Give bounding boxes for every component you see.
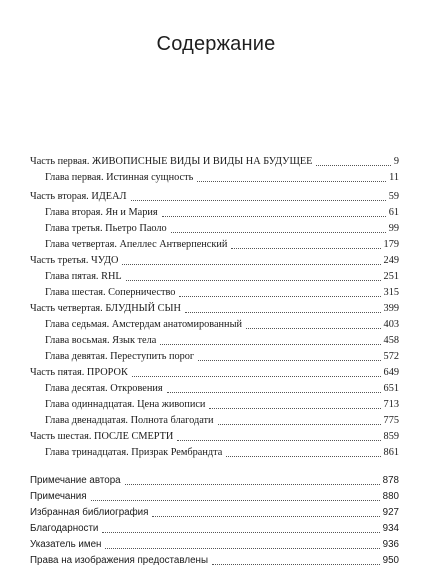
toc-back-label: Права на изображения предоставлены [30, 555, 208, 566]
leader-dots [162, 215, 386, 217]
toc-chapter-label: Глава первая. Истинная сущность [45, 172, 194, 183]
toc-back-4[interactable] [30, 521, 399, 535]
toc-chapter-8[interactable] [45, 333, 399, 347]
toc-back-label: Примечания [30, 491, 87, 502]
toc-page-number: 458 [383, 335, 399, 346]
leader-dots [126, 279, 381, 281]
leader-dots [197, 180, 386, 182]
toc-chapter-label: Глава четвертая. Апеллес Антверпенский [45, 239, 228, 250]
toc-chapter-10[interactable] [45, 381, 399, 395]
leader-dots [231, 247, 380, 249]
toc-chapter-label: Глава восьмая. Язык тела [45, 335, 157, 346]
toc-page-number: 927 [382, 507, 399, 518]
toc-chapter-13[interactable] [45, 445, 399, 459]
toc-page-number: 859 [383, 431, 399, 442]
toc-page-number: 878 [382, 475, 399, 486]
toc-page-number: 11 [389, 172, 399, 183]
toc-page-number: 861 [383, 447, 399, 458]
toc-chapter-label: Глава третья. Пьетро Паоло [45, 223, 167, 234]
toc-part-2[interactable] [30, 189, 399, 203]
leader-dots [132, 375, 381, 377]
toc-chapter-7[interactable] [45, 317, 399, 331]
toc-page-number: 950 [382, 555, 399, 566]
toc-page-number: 713 [383, 399, 399, 410]
toc-part-label: Часть шестая. ПОСЛЕ СМЕРТИ [30, 431, 174, 442]
leader-dots [218, 423, 381, 425]
toc-chapter-label: Глава седьмая. Амстердам анатомированный [45, 319, 242, 330]
toc-page-number: 649 [383, 367, 399, 378]
toc-page-number: 399 [383, 303, 399, 314]
leader-dots [122, 263, 380, 265]
toc-back-label: Указатель имен [30, 539, 102, 550]
toc-chapter-label: Глава пятая. RHL [45, 271, 122, 282]
toc-chapter-label: Глава вторая. Ян и Мария [45, 207, 158, 218]
toc-back-label: Избранная библиография [30, 507, 149, 518]
leader-dots [160, 343, 380, 345]
leader-dots [209, 407, 380, 409]
toc-part-label: Часть вторая. ИДЕАЛ [30, 191, 127, 202]
toc-part-label: Часть третья. ЧУДО [30, 255, 119, 266]
leader-dots [152, 515, 379, 517]
toc-chapter-label: Глава тринадцатая. Призрак Рембрандта [45, 447, 223, 458]
leader-dots [91, 499, 380, 501]
toc-back-1[interactable] [30, 473, 399, 487]
toc-page-number: 315 [383, 287, 399, 298]
toc-chapter-label: Глава двенадцатая. Полнота благодати [45, 415, 214, 426]
toc-chapter-4[interactable] [45, 237, 399, 251]
toc-back-3[interactable] [30, 505, 399, 519]
leader-dots [105, 547, 379, 549]
toc-part-label: Часть пятая. ПРОРОК [30, 367, 128, 378]
toc-page-number: 9 [393, 156, 399, 167]
toc-page-number: 936 [382, 539, 399, 550]
toc-page-number: 251 [383, 271, 399, 282]
toc-back-2[interactable] [30, 489, 399, 503]
leader-dots [177, 439, 380, 441]
toc-chapter-label: Глава десятая. Откровения [45, 383, 163, 394]
leader-dots [226, 455, 380, 457]
toc-part-5[interactable] [30, 365, 399, 379]
toc-page-number: 651 [383, 383, 399, 394]
toc-part-label: Часть первая. ЖИВОПИСНЫЕ ВИДЫ И ВИДЫ НА БУДУЩЕЕ [30, 156, 313, 167]
toc-page-number: 880 [382, 491, 399, 502]
toc-chapter-6[interactable] [45, 285, 399, 299]
toc-page-number: 59 [388, 191, 399, 202]
toc-back-label: Благодарности [30, 523, 99, 534]
toc-page-number: 572 [383, 351, 399, 362]
toc-page-number: 934 [382, 523, 399, 534]
toc-page-number: 249 [383, 255, 399, 266]
toc-chapter-label: Глава шестая. Соперничество [45, 287, 176, 298]
toc-chapter-1[interactable] [45, 170, 399, 184]
toc-chapter-label: Глава девятая. Переступить порог [45, 351, 195, 362]
leader-dots [167, 391, 381, 393]
toc-chapter-5[interactable] [45, 269, 399, 283]
leader-dots [316, 164, 390, 166]
leader-dots [125, 483, 380, 485]
leader-dots [102, 531, 379, 533]
leader-dots [212, 563, 380, 565]
toc-back-label: Примечание автора [30, 475, 121, 486]
toc-page-number: 61 [388, 207, 399, 218]
leader-dots [246, 327, 381, 329]
toc-back-6[interactable] [30, 553, 399, 567]
toc-part-6[interactable] [30, 429, 399, 443]
toc-back-5[interactable] [30, 537, 399, 551]
toc-part-1[interactable] [30, 154, 399, 168]
toc-page-number: 179 [383, 239, 399, 250]
toc-chapter-12[interactable] [45, 413, 399, 427]
leader-dots [179, 295, 380, 297]
page-title: Содержание [156, 33, 276, 55]
leader-dots [131, 199, 386, 201]
toc-chapter-label: Глава одиннадцатая. Цена живописи [45, 399, 206, 410]
toc-chapter-11[interactable] [45, 397, 399, 411]
toc-chapter-3[interactable] [45, 221, 399, 235]
leader-dots [171, 231, 386, 233]
toc-page-number: 99 [388, 223, 399, 234]
leader-dots [185, 311, 381, 313]
toc-part-label: Часть четвертая. БЛУДНЫЙ СЫН [30, 303, 181, 314]
toc-page-number: 403 [383, 319, 399, 330]
toc-chapter-2[interactable] [45, 205, 399, 219]
leader-dots [198, 359, 380, 361]
toc-part-3[interactable] [30, 253, 399, 267]
toc-chapter-9[interactable] [45, 349, 399, 363]
toc-page-number: 775 [383, 415, 399, 426]
toc-part-4[interactable] [30, 301, 399, 315]
